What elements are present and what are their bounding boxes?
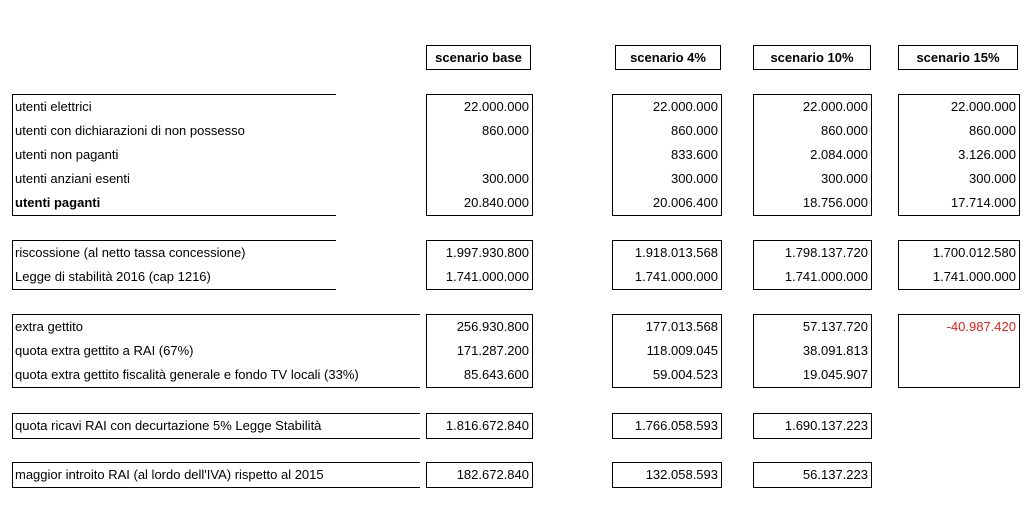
cell: 19.045.907 [802,367,868,382]
group-riscossione-s4 [612,240,722,290]
cell: 860.000 [671,123,718,138]
group-users-labels [12,94,336,216]
group-riscossione-labels [12,240,336,290]
label-legge-stabilita: Legge di stabilità 2016 (cap 1216) [15,269,211,284]
cell: 860.000 [821,123,868,138]
group-users-base [426,94,533,216]
group-riscossione-s10 [753,240,872,290]
group-ricavi-s10 [753,413,872,439]
header-scenario-base: scenario base [426,45,531,70]
cell [427,143,532,167]
label-utenti-non-paganti: utenti non paganti [15,147,119,162]
cell: 300.000 [821,171,868,186]
cell: 22.000.000 [652,99,718,114]
group-users-s10 [753,94,872,216]
cell: 177.013.568 [645,319,718,334]
group-introito-s10 [753,462,872,488]
group-ricavi-base [426,413,533,439]
cell: 300.000 [969,171,1016,186]
header-scenario-10: scenario 10% [753,45,871,70]
label-riscossione: riscossione (al netto tassa concessione) [15,245,246,260]
cell: 860.000 [482,123,529,138]
header-scenario-4: scenario 4% [615,45,721,70]
cell: 1.798.137.720 [784,245,868,260]
label-utenti-non-possesso: utenti con dichiarazioni di non possesso [15,123,245,138]
label-utenti-paganti: utenti paganti [15,195,101,210]
cell: 300.000 [671,171,718,186]
group-users-s15 [898,94,1020,216]
cell: 256.930.800 [456,319,529,334]
label-extra-gettito: extra gettito [15,319,83,334]
cell: 118.009.045 [646,343,718,358]
cell: 132.058.593 [645,467,718,482]
group-extra-s15 [898,314,1020,388]
cell: 18.756.000 [802,195,868,210]
cell: 85.643.600 [463,367,529,382]
group-users-s4 [612,94,722,216]
group-riscossione-base [426,240,533,290]
group-riscossione-s15 [898,240,1020,290]
cell-negative: -40.987.420 [946,319,1016,334]
cell: 17.714.000 [950,195,1016,210]
cell: 300.000 [482,171,529,186]
group-introito-labels [12,462,420,488]
group-introito-s4 [612,462,722,488]
label-quota-ricavi: quota ricavi RAI con decurtazione 5% Legge Stabilità [15,418,322,433]
cell: 1.816.672.840 [445,418,529,433]
cell: 1.741.000.000 [445,269,529,284]
cell: 1.741.000.000 [634,269,718,284]
cell: 1.741.000.000 [784,269,868,284]
cell: 860.000 [969,123,1016,138]
group-ricavi-s4 [612,413,722,439]
cell: 2.084.000 [810,147,868,162]
cell: 56.137.223 [802,467,868,482]
label-utenti-elettrici: utenti elettrici [15,99,92,114]
cell: 57.137.720 [802,319,868,334]
label-utenti-anziani: utenti anziani esenti [15,171,130,186]
cell [899,363,1019,387]
cell: 171.287.200 [456,343,529,358]
label-quota-rai: quota extra gettito a RAI (67%) [15,343,194,358]
cell: 20.006.400 [652,195,718,210]
group-ricavi-labels [12,413,420,439]
cell: 22.000.000 [950,99,1016,114]
cell [899,339,1019,363]
cell: 182.672.840 [456,467,529,482]
cell: 833.600 [671,147,718,162]
cell: 59.004.523 [652,367,718,382]
label-maggior-introito: maggior introito RAI (al lordo dell'IVA) rispetto al 2015 [15,467,324,482]
group-extra-s4 [612,314,722,388]
cell: 1.997.930.800 [445,245,529,260]
cell: 1.690.137.223 [784,418,868,433]
group-introito-base [426,462,533,488]
cell: 38.091.813 [802,343,868,358]
label-quota-fiscalita: quota extra gettito fiscalità generale e fondo TV locali (33%) [15,367,359,382]
cell: 1.741.000.000 [932,269,1016,284]
group-extra-s10 [753,314,872,388]
cell: 1.700.012.580 [932,245,1016,260]
cell: 22.000.000 [802,99,868,114]
group-extra-base [426,314,533,388]
cell: 1.766.058.593 [634,418,718,433]
cell: 22.000.000 [463,99,529,114]
cell: 3.126.000 [958,147,1016,162]
cell: 20.840.000 [463,195,529,210]
group-extra-labels [12,314,420,388]
cell: 1.918.013.568 [634,245,718,260]
header-scenario-15: scenario 15% [898,45,1018,70]
